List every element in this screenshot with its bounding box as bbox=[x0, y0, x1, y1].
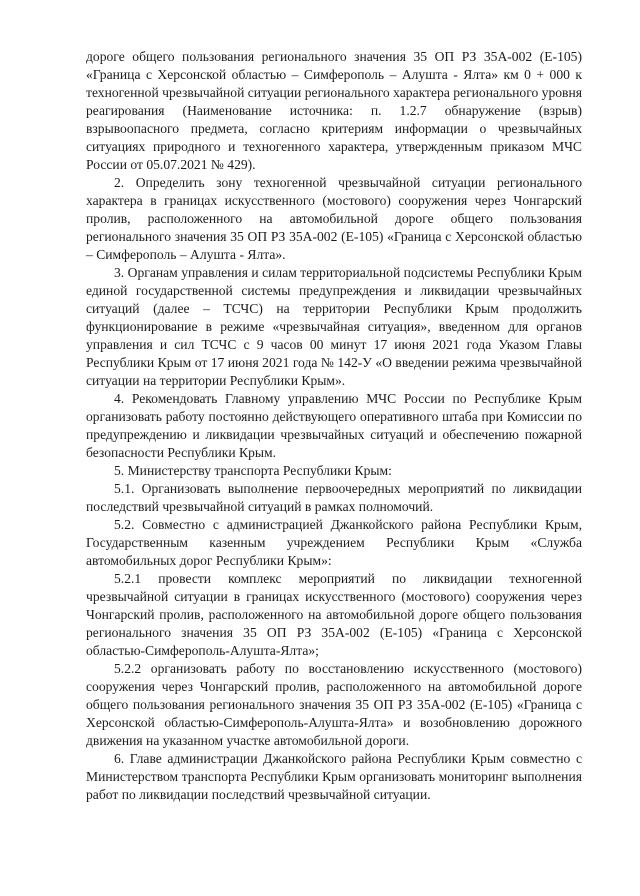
document-body bbox=[86, 48, 582, 804]
paragraph-continuation: дороге общего пользования регионального значения 35 ОП РЗ 35А-002 (Е-105) «Граница с Херсонской областью – Симферополь – Алушта - Ялта» км 0 + 000 к техногенной чрезвычайной ситуации регионального характера регионального уровня реагирования (Наименование источника: п. 1.2.7 обнаружение (взрыв) взрывоопасного предмета, согласно критериям информации о чрезвычайных ситуациях природного и техногенного характера, утвержденным приказом МЧС России от 05.07.2021 № 429). bbox=[86, 49, 582, 172]
paragraph-item-6: 6. Главе администрации Джанкойского района Республики Крым совместно с Министерством транспорта Республики Крым организовать мониторинг выполнения работ по ликвидации последствий чрезвычайной ситуации. bbox=[86, 751, 582, 802]
paragraph-item-5-1: 5.1. Организовать выполнение первоочередных мероприятий по ликвидации последствий чрезвычайной ситуаций в рамках полномочий. bbox=[86, 481, 582, 514]
paragraph-item-4: 4. Рекомендовать Главному управлению МЧС России по Республике Крым организовать работу постоянно действующего оперативного штаба при Комиссии по предупреждению и ликвидации чрезвычайных ситуаций и обеспечению пожарной безопасности Республики Крым. bbox=[86, 391, 582, 460]
paragraph-item-3: 3. Органам управления и силам территориальной подсистемы Республики Крым единой государственной системы предупреждения и ликвидации чрезвычайных ситуаций (далее – ТСЧС) на территории Республики Крым продолжить функционирование в режиме «чрезвычайная ситуация», введенном для органов управления и сил ТСЧС с 9 часов 00 минут 17 июня 2021 года Указом Главы Республики Крым от 17 июня 2021 года № 142-У «О введении режима чрезвычайной ситуации на территории Республики Крым». bbox=[86, 265, 582, 388]
paragraph-item-2: 2. Определить зону техногенной чрезвычайной ситуации регионального характера в границах искусственного (мостового) сооружения через Чонгарский пролив, расположенного на автомобильной дороге общего пользования регионального значения 35 ОП РЗ 35А-002 (Е-105) «Граница с Херсонской областью – Симферополь – Алушта - Ялта». bbox=[86, 175, 582, 262]
paragraph-item-5: 5. Министерству транспорта Республики Крым: bbox=[114, 463, 392, 478]
paragraph-item-5-2-2: 5.2.2 организовать работу по восстановлению искусственного (мостового) сооружения через Чонгарский пролив, расположенного на автомобильной дороге общего пользования регионального значения 35 ОП РЗ 35А-002 (Е-105) «Граница с Херсонской областью-Симферополь-Алушта-Ялта» и возобновлению дорожного движения на указанном участке автомобильной дороги. bbox=[86, 661, 582, 748]
paragraph-item-5-2-1: 5.2.1 провести комплекс мероприятий по ликвидации техногенной чрезвычайной ситуации в границах искусственного (мостового) сооружения через Чонгарский пролив, расположенного на автомобильной дороге общего пользования регионального значения 35 ОП РЗ 35А-002 (Е-105) «Граница с Херсонской областью-Симферополь-Алушта-Ялта»; bbox=[86, 571, 582, 658]
paragraph-item-5-2: 5.2. Совместно с администрацией Джанкойского района Республики Крым, Государственным казенным учреждением Республики Крым «Служба автомобильных дорог Республики Крым»: bbox=[86, 517, 582, 568]
